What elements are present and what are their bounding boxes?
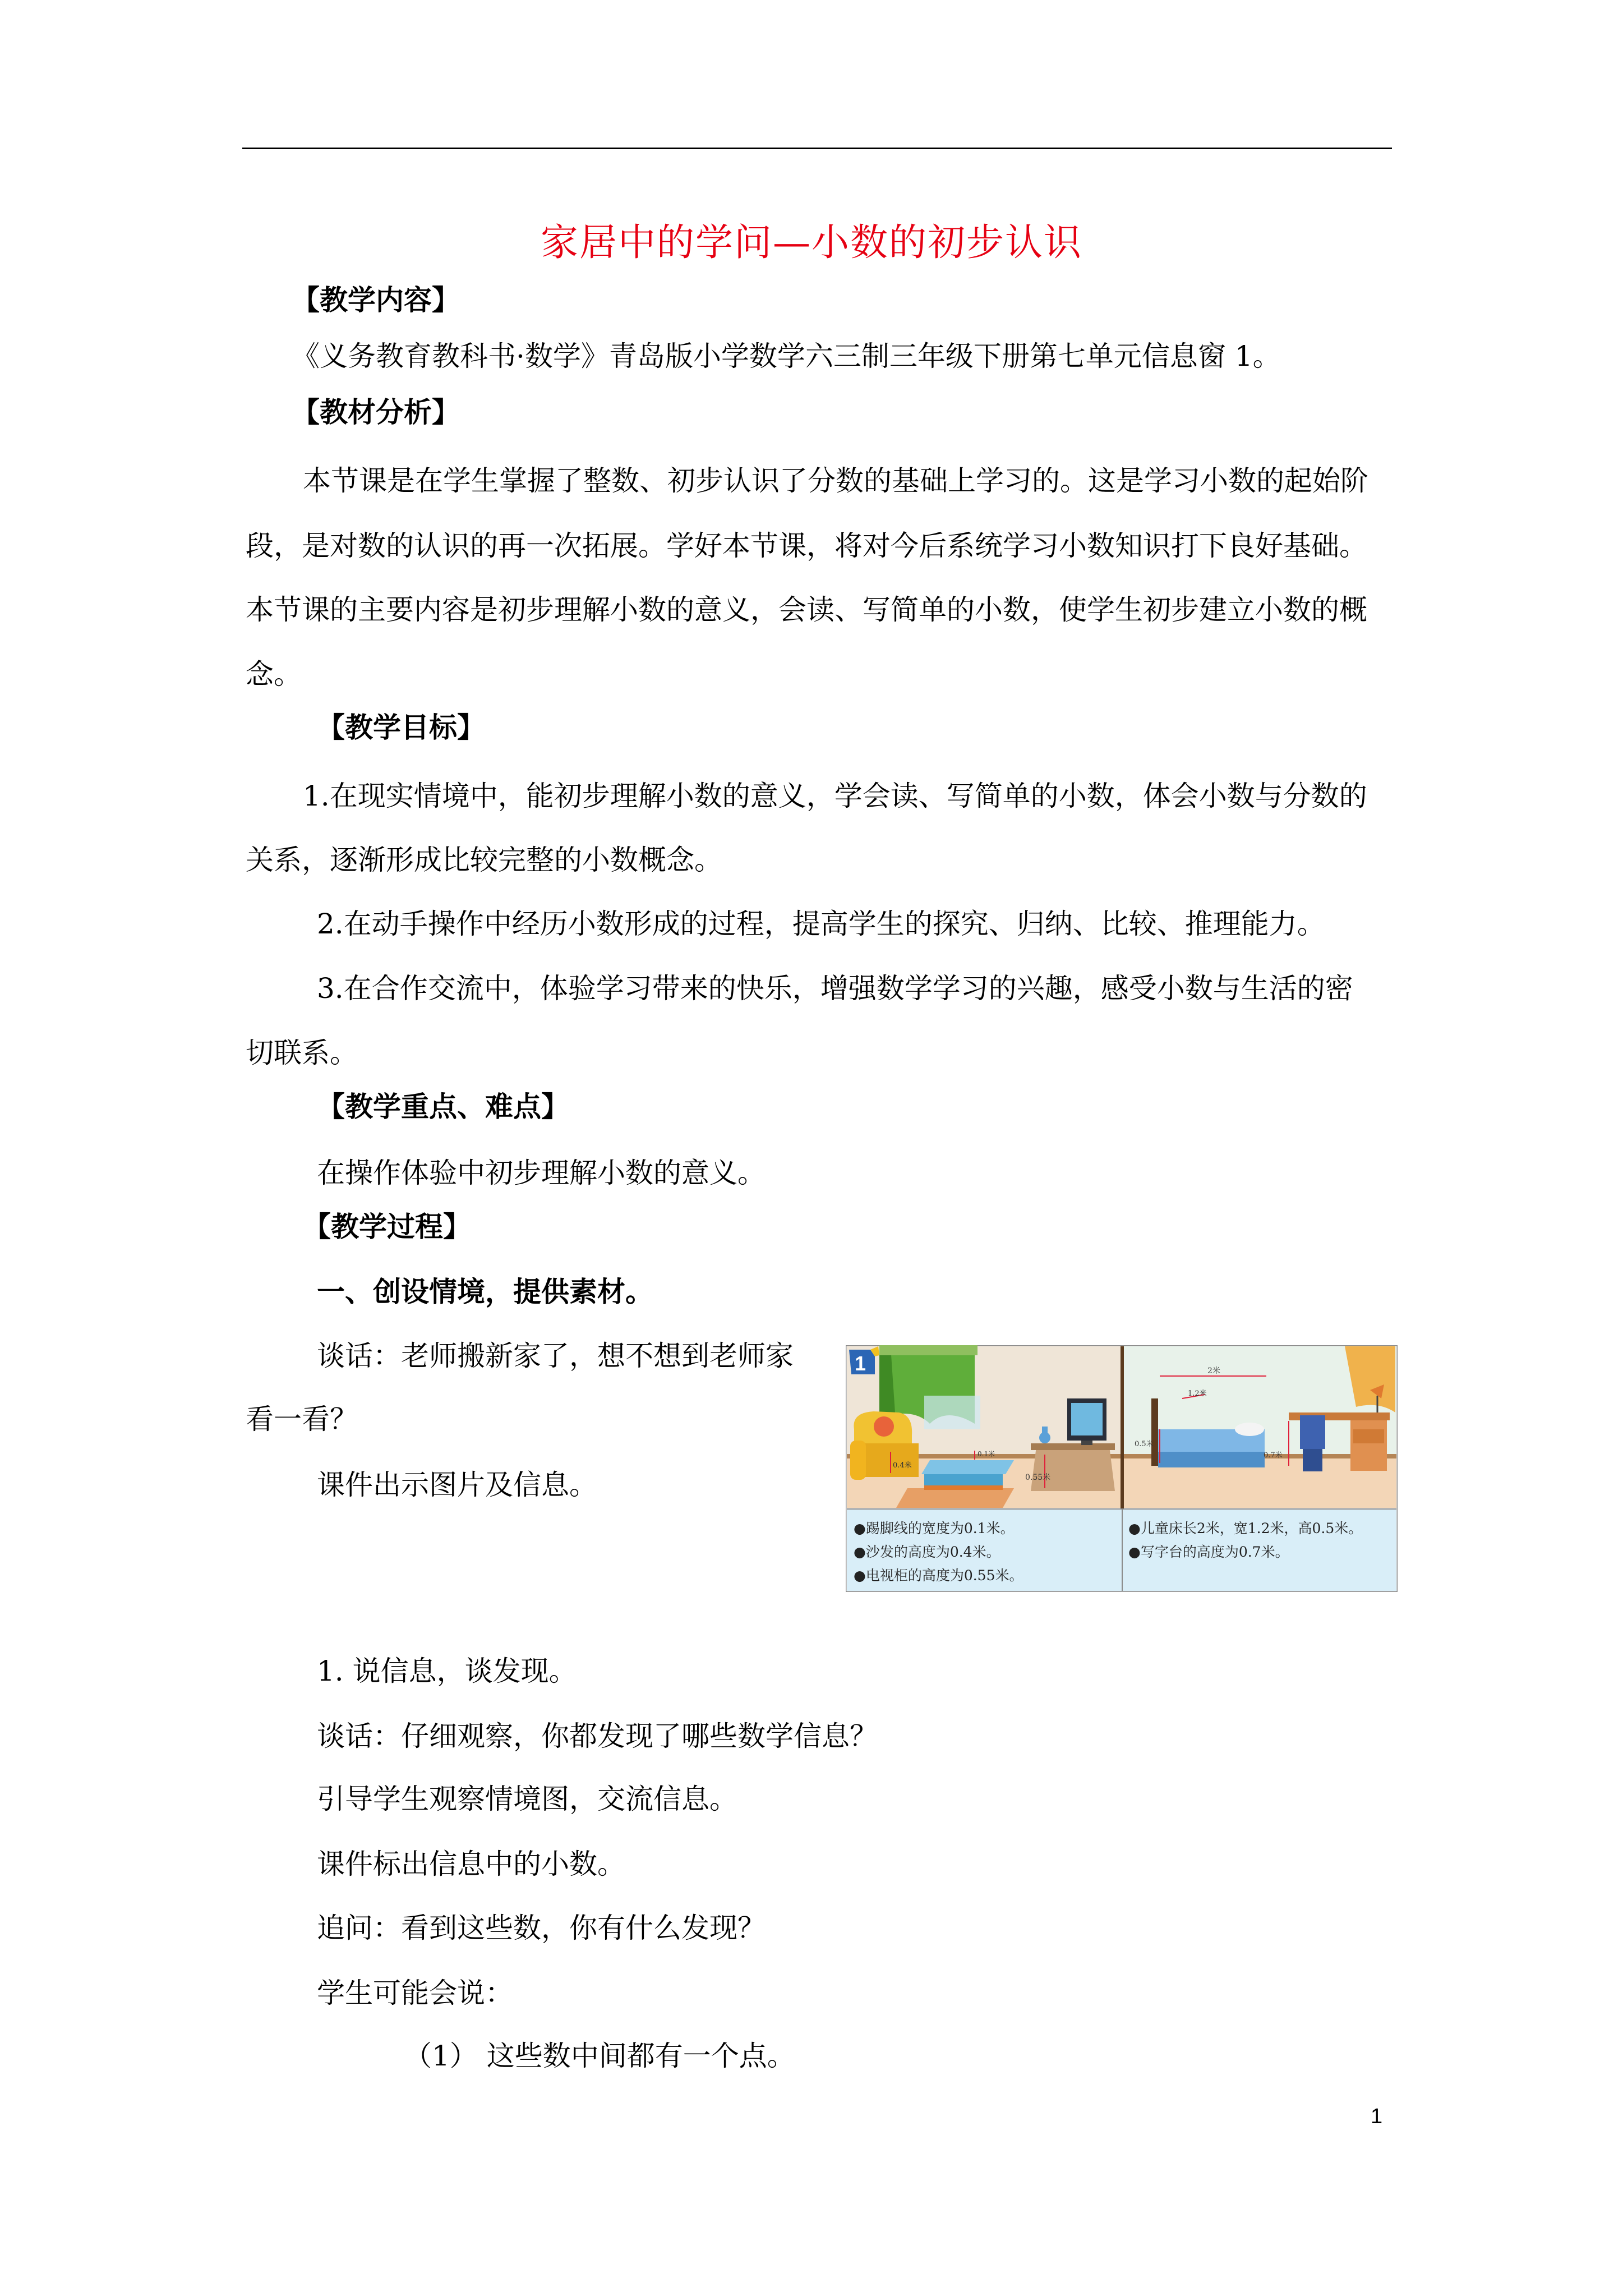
info-line: ●写字台的高度为0.7米。	[1128, 1544, 1289, 1560]
paragraph-line: 本节课是在学生掌握了整数、初步认识了分数的基础上学习的。这是学习小数的起始阶	[303, 464, 1368, 497]
paragraph-line: 1. 说信息，谈发现。	[317, 1655, 577, 1687]
figure-divider	[1121, 1346, 1124, 1509]
list-item: （1） 这些数中间都有一个点。	[404, 2040, 795, 2072]
heading-teaching-content: 【教学内容】	[292, 283, 460, 316]
info-line: ●沙发的高度为0.4米。	[854, 1544, 1000, 1560]
paragraph-line: 段，是对数的认识的再一次拓展。学好本节课，将对今后系统学习小数知识打下良好基础。	[246, 530, 1367, 562]
info-line: ●踢脚线的宽度为0.1米。	[854, 1520, 1015, 1536]
heading-teaching-goals: 【教学目标】	[317, 711, 485, 744]
dimension-label: 0.55米	[1025, 1473, 1051, 1482]
heading-key-points: 【教学重点、难点】	[317, 1090, 569, 1123]
paragraph-line: 在操作体验中初步理解小数的意义。	[317, 1157, 766, 1189]
paragraph-line: 引导学生观察情境图，交流信息。	[317, 1783, 737, 1815]
paragraph-line: 念。	[246, 658, 302, 691]
paragraph-line: 切联系。	[246, 1037, 358, 1069]
heading-teaching-process: 【教学过程】	[303, 1210, 471, 1243]
dimension-label: 0.1米	[978, 1450, 995, 1458]
paragraph-line: 课件出示图片及信息。	[317, 1469, 597, 1501]
paragraph-line: 2.在动手操作中经历小数形成的过程，提高学生的探究、归纳、比较、推理能力。	[317, 908, 1325, 940]
paragraph-line: 课件标出信息中的小数。	[317, 1848, 625, 1880]
info-line: ●儿童床长2米，宽1.2米，高0.5米。	[1128, 1520, 1363, 1536]
section-heading: 一、创设情境，提供素材。	[317, 1275, 653, 1308]
header-rule	[242, 148, 1392, 149]
paragraph-line: 1.在现实情境中，能初步理解小数的意义，学会读、写简单的小数，体会小数与分数的	[303, 780, 1367, 812]
info-window-badge	[849, 1346, 879, 1375]
dimension-label: 1.2米	[1188, 1389, 1207, 1398]
paragraph-line: 本节课的主要内容是初步理解小数的意义，会读、写简单的小数，使学生初步建立小数的概	[246, 593, 1367, 626]
paragraph-line: 3.在合作交流中，体验学习带来的快乐，增强数学学习的兴趣，感受小数与生活的密	[317, 972, 1353, 1005]
page-number: 1	[1371, 2105, 1383, 2128]
bedroom-scene	[1124, 1346, 1396, 1508]
paragraph-line: 学生可能会说：	[317, 1977, 513, 2009]
paragraph-line: 《义务教育教科书·数学》青岛版小学数学六三制三年级下册第七单元信息窗 1。	[292, 340, 1281, 372]
paragraph-line: 关系，逐渐形成比较完整的小数概念。	[246, 844, 722, 876]
paragraph-line: 谈话：老师搬新家了，想不想到老师家	[317, 1340, 794, 1372]
dimension-label: 0.7米	[1264, 1451, 1283, 1460]
room-illustration	[846, 1345, 1398, 1592]
living-room-scene	[847, 1345, 1122, 1508]
document-title: 家居中的学问—小数的初步认识	[541, 220, 1082, 264]
dimension-label: 0.4米	[893, 1461, 912, 1470]
paragraph-line: 谈话：仔细观察，你都发现了哪些数学信息？	[317, 1720, 878, 1752]
dimension-label: 2米	[1207, 1366, 1220, 1375]
dimension-label: 0.5米	[1135, 1440, 1154, 1448]
paragraph-line: 看一看？	[246, 1403, 358, 1435]
heading-material-analysis: 【教材分析】	[292, 395, 460, 429]
badge-number: 1	[855, 1352, 866, 1375]
info-line: ●电视柜的高度为0.55米。	[854, 1567, 1023, 1584]
paragraph-line: 追问：看到这些数，你有什么发现？	[317, 1912, 766, 1944]
